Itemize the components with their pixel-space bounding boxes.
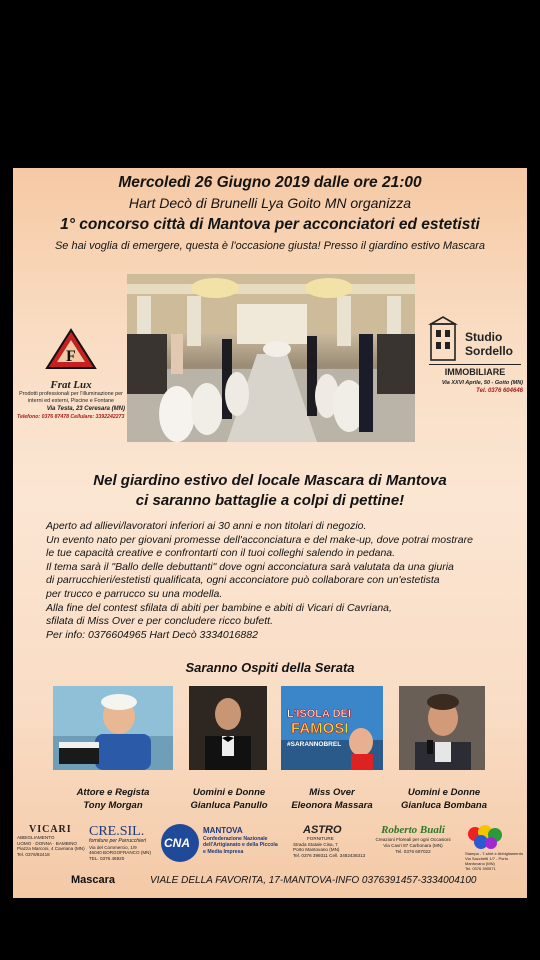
vicari-name: VICARI: [29, 824, 72, 835]
sponsor-vicari: [17, 824, 91, 857]
guest-role: Uomini e Donne: [407, 787, 481, 798]
frat-lux-logo: [17, 328, 125, 421]
guest-name: Gianluca Panullo: [190, 800, 268, 811]
guest-caption-2: [181, 786, 277, 812]
sponsor-color-print: [465, 824, 527, 871]
cresil-sub: TEL. 0376 46920: [89, 855, 125, 861]
cna-desc: [203, 836, 291, 855]
astro-sub: FORNITURE: [307, 836, 334, 841]
body-line: Alla fine del contest sfilata di abiti per bambine e abiti di Vicari di Cavriana,: [46, 601, 392, 614]
mascara-logo: Mascara: [71, 874, 116, 886]
guest-caption-4: [389, 786, 499, 812]
immobiliare-label: IMMOBILIARE: [429, 364, 521, 377]
frat-lux-desc1: Prodotti professionali per l'illuminazione per: [19, 391, 123, 397]
guest-caption-1: [53, 786, 173, 812]
tower-icon: [427, 316, 461, 362]
guests-title: Saranno Ospiti della Serata: [185, 660, 355, 675]
guest-name: Tony Morgan: [83, 800, 143, 811]
cna-sub: e Media Impresa: [203, 848, 244, 855]
guest-role: Attore e Regista: [76, 787, 150, 798]
frat-lux-address: Via Testa, 23 Ceresara (MN): [46, 406, 125, 412]
body-line: di parrucchieri/estetisti qualificata, ogni acconciatore può collaborare con un'estetista: [46, 574, 440, 587]
buali-sub: Via Cavri 87 Carbonara (MN): [383, 842, 443, 848]
astro-sub: Strada Statale Cisa, 7: [293, 841, 338, 847]
cna-title: MANTOVA: [203, 826, 243, 835]
sordello-label: Sordello: [465, 344, 514, 358]
guest-role: Uomini e Donne: [192, 787, 266, 798]
vicari-sub: ABBIGLIAMENTO: [17, 835, 55, 840]
cna-sub: dell'Artigianato e della Piccola: [203, 842, 278, 849]
buali-name: Roberto Buali: [381, 824, 445, 836]
color-print-logo-icon: [465, 824, 505, 850]
guest-photo-tony-morgan: [53, 686, 173, 770]
cresil-name: CRE.SIL.: [89, 824, 145, 839]
frat-lux-phone: Telefono: 0376 87478 Cellulare: 3392242273: [17, 414, 125, 420]
body-line: per trucco e parrucco su una modella.: [46, 587, 223, 600]
vicari-sub: Piazza Marconi, 4 Cavriana (MN): [17, 846, 85, 852]
color-sub: Tel. 0376 390571: [465, 866, 496, 871]
tagline: Se hai voglia di emergere, questa è l'occasione giusta! Presso il giardino estivo Mascara: [54, 240, 486, 252]
cresil-sub: Via del Commercio, 1/9: [89, 844, 137, 850]
cna-name: CNA: [164, 836, 190, 850]
sponsor-roberto-buali: [365, 824, 461, 854]
cresil-sub: forniture per Parrucchieri: [89, 838, 147, 844]
footer-address: VIALE DELLA FAVORITA, 17-MANTOVA-INFO 0376391457-3334004100: [150, 875, 477, 886]
cna-sub: Confederazione Nazionale: [203, 836, 268, 842]
contest-title: 1° concorso città di Mantova per acconciatori ed estetisti: [60, 216, 480, 233]
vicari-sub: Tel. 0376/82418: [17, 851, 50, 857]
studio-label: Studio: [465, 330, 503, 344]
debutante-ball-photo: [127, 274, 415, 442]
astro-sub: Porto Mantovano (MN): [293, 847, 340, 853]
astro-sub: Tel. 0376 399311 Cell. 3482436313: [293, 852, 366, 858]
body-line: Il tema sarà il "Ballo delle debuttanti" dove ogni acconciatura sarà valutata da una giuria: [46, 560, 454, 573]
guest-role: Miss Over: [309, 787, 355, 798]
guest-photo-eleonora-massara: [281, 686, 383, 770]
sordello-phone: Tel. 0376 604646: [476, 388, 523, 394]
event-date: Mercoledì 26 Giugno 2019 dalle ore 21:00: [118, 174, 422, 191]
isola-logo-line2: FAMOSI: [291, 720, 349, 737]
buali-sub: Tel. 0376 697022: [395, 848, 431, 854]
frat-lux-name: Frat Lux: [50, 379, 92, 391]
sordello-address: Via XXVI Aprile, 50 - Goito (MN): [441, 380, 523, 386]
headline-line1: Nel giardino estivo del locale Mascara di Mantova: [93, 472, 447, 489]
body-line: Per info: 0376604965 Hart Decò 3334016882: [46, 628, 258, 641]
event-description: [46, 520, 516, 642]
isola-logo-line1: L'ISOLA DEI: [287, 708, 351, 720]
svg-text:F: F: [66, 348, 76, 365]
color-sub: Stampa - T-shirt e Abbigliamento: [465, 851, 523, 856]
guest-name: Eleonora Massara: [291, 800, 373, 811]
body-line: Un evento nato per giovani promesse dell'acconciatura e del make-up, dove potrai mostrare: [46, 533, 473, 546]
guest-caption-3: [275, 786, 389, 812]
guest-name: Gianluca Bombana: [400, 800, 488, 811]
frat-lux-triangle-icon: [17, 328, 125, 378]
body-line: Aperto ad allievi/lavoratori inferiori ai 30 anni e non titolari di negozio.: [46, 520, 367, 532]
body-line: le tue capacità creative e confrontarti con il tuoi colleghi salendo in pedana.: [46, 547, 396, 560]
body-line: sfilata di Miss Over e per concludere ricco bufett.: [46, 615, 274, 628]
sponsor-astro: [293, 824, 369, 858]
guest-photo-gianluca-bombana: [399, 686, 485, 770]
buali-sub: Creazioni Floreali per ogni Occasioni: [375, 837, 451, 842]
isola-hashtag: #SARANNOBREL: [287, 741, 342, 748]
astro-name: ASTRO: [303, 824, 342, 836]
color-sub: Via Sacchetti 1/7 - Porto Mantovano (MN): [465, 856, 509, 866]
cresil-sub: 46040 BORGOFRANCO (MN): [89, 850, 152, 856]
headline-line2: ci saranno battaglie a colpi di pettine!: [135, 492, 405, 509]
vicari-sub: UOMO · DONNA · BAMBINO: [17, 840, 77, 846]
frat-lux-desc2: interni ed esterni, Piscine e Fontane: [27, 398, 114, 404]
sponsor-cresil: [89, 824, 159, 861]
guest-photo-gianluca-panullo: [189, 686, 267, 770]
event-poster: [13, 168, 527, 898]
organizer: Hart Decò di Brunelli Lya Goito MN organizza: [128, 195, 412, 211]
